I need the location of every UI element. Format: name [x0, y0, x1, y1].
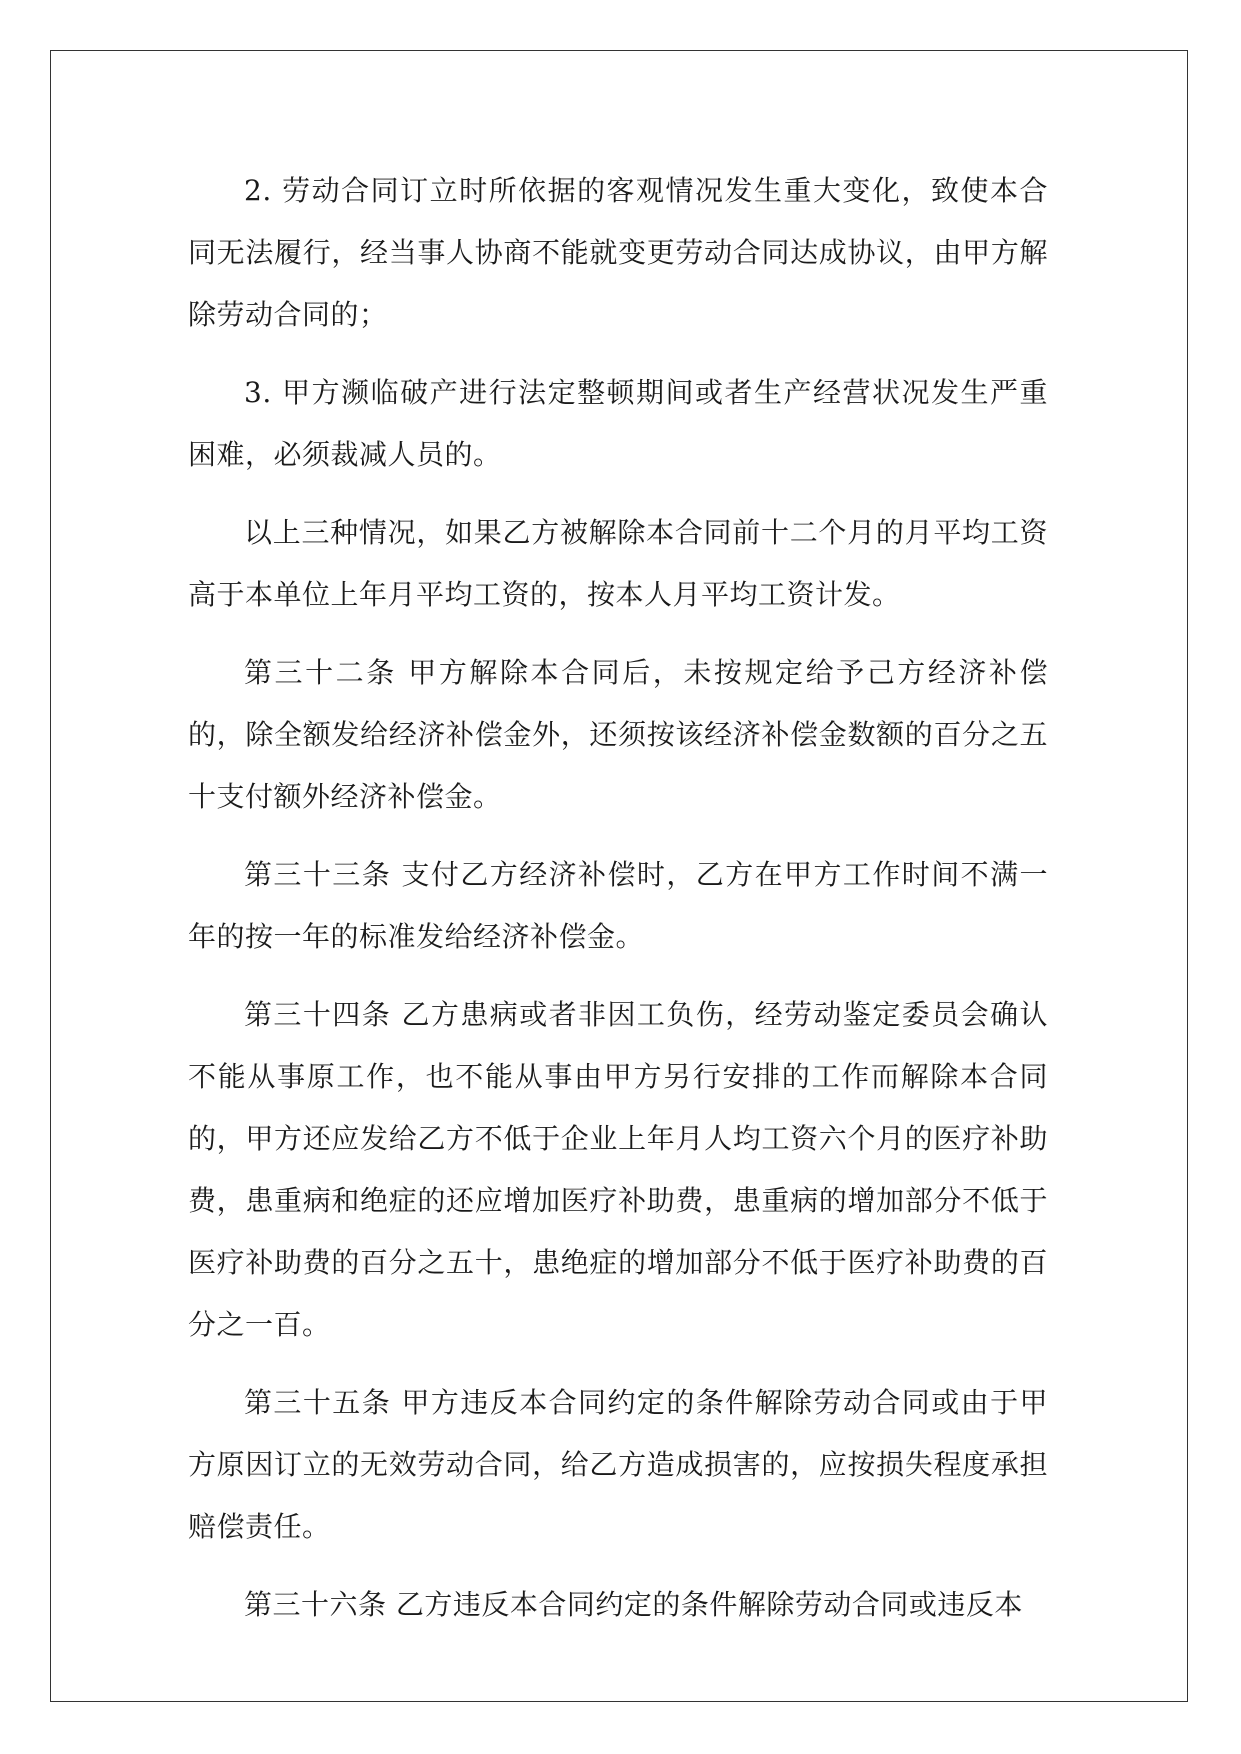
paragraph-article-36: 第三十六条 乙方违反本合同约定的条件解除劳动合同或违反本 — [244, 1588, 1023, 1621]
paragraph-article-32: 第三十二条 甲方解除本合同后，未按规定给予己方经济补偿的，除全额发给经济补偿金外，还须按该经济补偿金数额的百分之五十支付额外经济补偿金。 — [188, 656, 1048, 813]
paragraph-clause-3: 3. 甲方濒临破产进行法定整顿期间或者生产经营状况发生严重困难，必须裁减人员的。 — [188, 376, 1048, 471]
paragraph-summary: 以上三种情况，如果乙方被解除本合同前十二个月的月平均工资高于本单位上年月平均工资的，按本人月平均工资计发。 — [188, 516, 1048, 611]
paragraph-article-35: 第三十五条 甲方违反本合同约定的条件解除劳动合同或由于甲方原因订立的无效劳动合同，给乙方造成损害的，应按损失程度承担赔偿责任。 — [188, 1386, 1048, 1543]
paragraph-clause-2: 2. 劳动合同订立时所依据的客观情况发生重大变化，致使本合同无法履行，经当事人协商不能就变更劳动合同达成协议，由甲方解除劳动合同的； — [188, 174, 1048, 331]
paragraph-article-33: 第三十三条 支付乙方经济补偿时，乙方在甲方工作时间不满一年的按一年的标准发给经济补偿金。 — [188, 858, 1048, 953]
document-body — [188, 160, 1048, 1652]
paragraph-article-34: 第三十四条 乙方患病或者非因工负伤，经劳动鉴定委员会确认不能从事原工作，也不能从事由甲方另行安排的工作而解除本合同的，甲方还应发给乙方不低于企业上年月人均工资六个月的医疗补助费，患重病和绝症的还应增加医疗补助费，患重病的增加部分不低于医疗补助费的百分之五十，患绝症的增加部分不低于医疗补助费的百分之一百。 — [188, 998, 1048, 1341]
